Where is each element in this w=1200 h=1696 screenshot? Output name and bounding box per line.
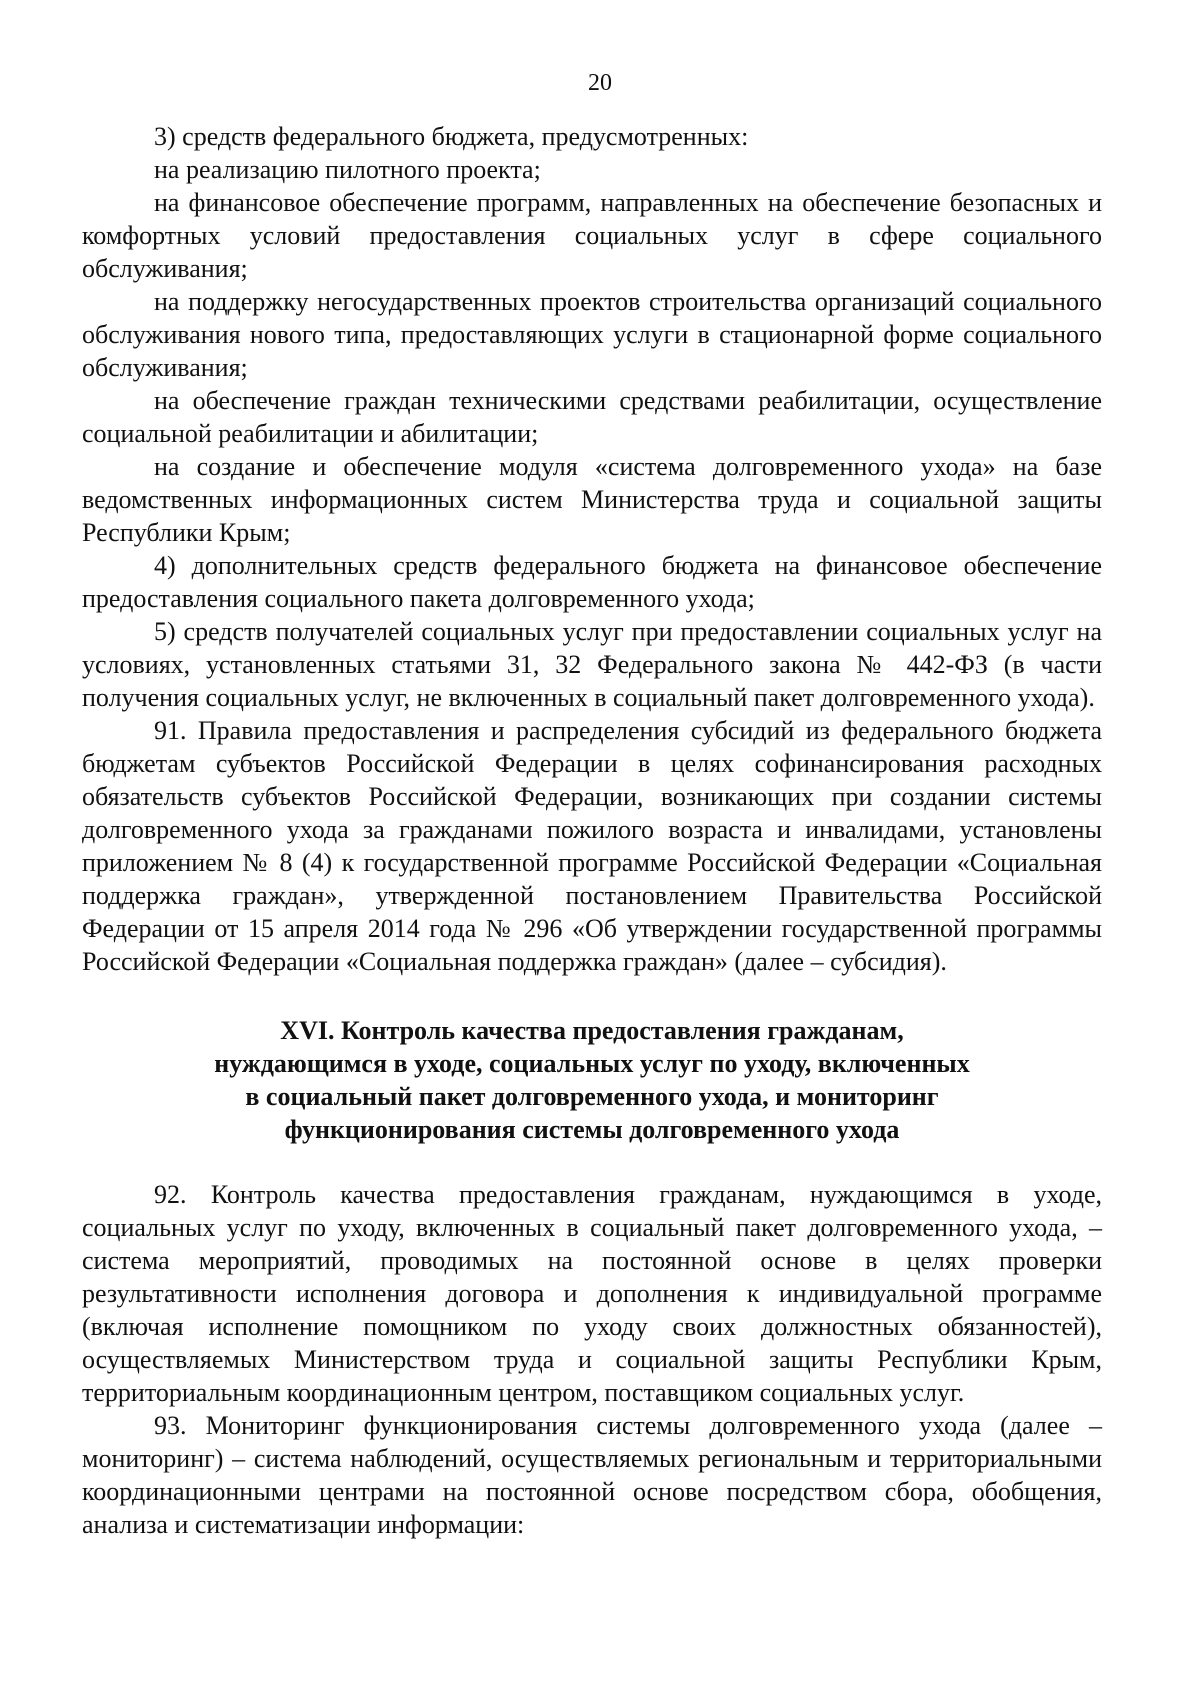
paragraph: 3) средств федерального бюджета, предусмотренных: <box>154 122 749 151</box>
paragraph: 4) дополнительных средств федерального бюджета на финансовое обеспечение предоставления социального пакета долговременного ухода; <box>82 551 1102 613</box>
paragraph: на финансовое обеспечение программ, направленных на обеспечение безопасных и комфортных условий предоставления социальных услуг в сфере социального обслуживания; <box>82 188 1102 283</box>
paragraph: на обеспечение граждан техническими средствами реабилитации, осуществление социальной реабилитации и абилитации; <box>82 386 1102 448</box>
section-heading <box>82 1014 1102 1146</box>
section-heading-line: в социальный пакет долговременного ухода, и мониторинг <box>245 1082 939 1111</box>
paragraph: 92. Контроль качества предоставления гражданам, нуждающимся в уходе, социальных услуг по уходу, включенных в социальный пакет долговременного ухода, – система мероприятий, проводимых на постоянной основе в целях проверки результативности исполнения договора и дополнения к индивидуальной программе (включая исполнение помощником по уходу своих должностных обязанностей), осуществляемых Министерством труда и социальной защиты Республики Крым, территориальным координационным центром, поставщиком социальных услуг. <box>82 1180 1102 1407</box>
paragraph: на создание и обеспечение модуля «система долговременного ухода» на базе ведомственных информационных систем Министерства труда и социальной защиты Республики Крым; <box>82 452 1102 547</box>
paragraph: 91. Правила предоставления и распределения субсидий из федерального бюджета бюджетам субъектов Российской Федерации в целях софинансирования расходных обязательств субъектов Российской Федерации, возникающих при создании системы долговременного ухода за гражданами пожилого возраста и инвалидами, установлены приложением № 8 (4) к государственной программе Российской Федерации «Социальная поддержка граждан», утвержденной постановлением Правительства Российской Федерации от 15 апреля 2014 года № 296 «Об утверждении государственной программы Российской Федерации «Социальная поддержка граждан» (далее – субсидия). <box>82 716 1102 976</box>
page-number: 20 <box>588 70 612 96</box>
document-body <box>82 120 1102 1541</box>
section-heading-line: XVI. Контроль качества предоставления гражданам, <box>280 1016 904 1045</box>
paragraph: 93. Мониторинг функционирования системы долговременного ухода (далее – мониторинг) – система наблюдений, осуществляемых региональным и территориальными координационными центрами на постоянной основе посредством сбора, обобщения, анализа и систематизации информации: <box>82 1411 1102 1539</box>
section-heading-line: функционирования системы долговременного ухода <box>284 1115 900 1144</box>
section-heading-line: нуждающимся в уходе, социальных услуг по уходу, включенных <box>214 1049 970 1078</box>
paragraph: на реализацию пилотного проекта; <box>154 155 541 184</box>
paragraph: на поддержку негосударственных проектов строительства организаций социального обслуживания нового типа, предоставляющих услуги в стационарной форме социального обслуживания; <box>82 287 1102 382</box>
paragraph: 5) средств получателей социальных услуг при предоставлении социальных услуг на условиях, установленных статьями 31, 32 Федерального закона № 442-ФЗ (в части получения социальных услуг, не включенных в социальный пакет долговременного ухода). <box>82 617 1102 712</box>
